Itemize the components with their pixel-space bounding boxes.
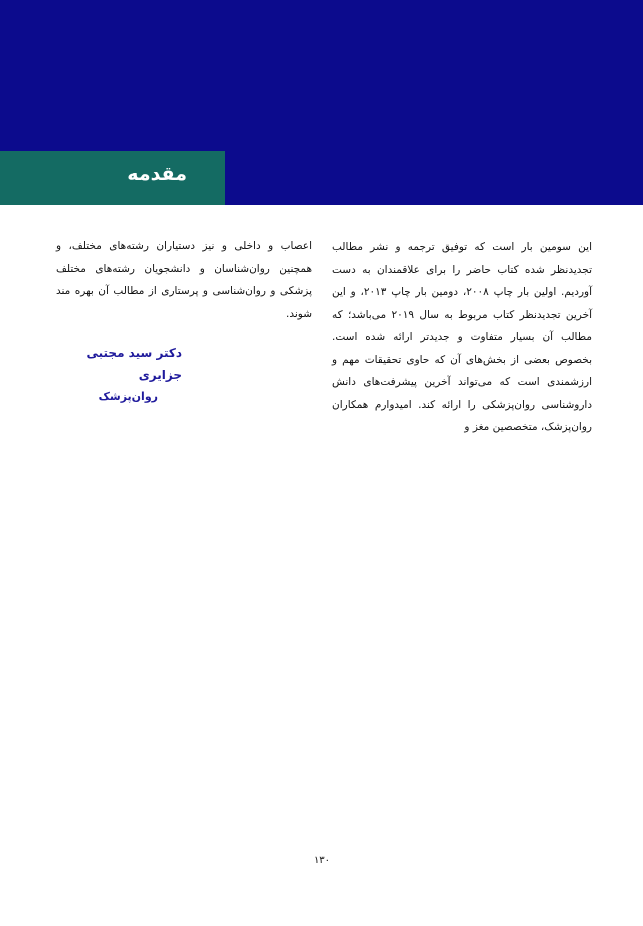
chapter-title: مقدمه	[127, 163, 187, 185]
body-text-left-column: اعصاب و داخلی و نیز دستیاران رشته‌های مختلف، و همچنین روان‌شناسان و دانشجویان رشته‌های مختلف پزشکی و روان‌شناسی و پرستاری از مطالب آن بهره مند شوند.	[56, 240, 312, 320]
author-title: روان‌پزشک	[98, 390, 158, 403]
page-number: ۱۳۰	[313, 855, 331, 866]
author-signature	[40, 342, 182, 408]
chapter-title-tab	[0, 151, 225, 205]
body-text-right-column: این سومین بار است که توفیق ترجمه و نشر مطالب تجدیدنظر شده کتاب حاضر را برای علاقمندان به دست آوردیم. اولین بار چاپ ۲۰۰۸، دومین بار چاپ ۲۰۱۳، و این آخرین تجدیدنظر کتاب مربوط به سال ۲۰۱۹ می‌باشد؛ که مطالب آن بسیار متفاوت و جدیدتر ارائه شده است. بخصوص بعضی از بخش‌های آن که حاوی تحقیقات مهم و ارزشمندی است که می‌تواند آخرین پیشرفت‌های دانش داروشناسی روان‌پزشکی را ارائه کند. امیدوارم همکاران روان‌پزشک، متخصصین مغز و	[332, 241, 593, 433]
author-name: دکتر سید مجتبی جزایری	[86, 346, 182, 382]
